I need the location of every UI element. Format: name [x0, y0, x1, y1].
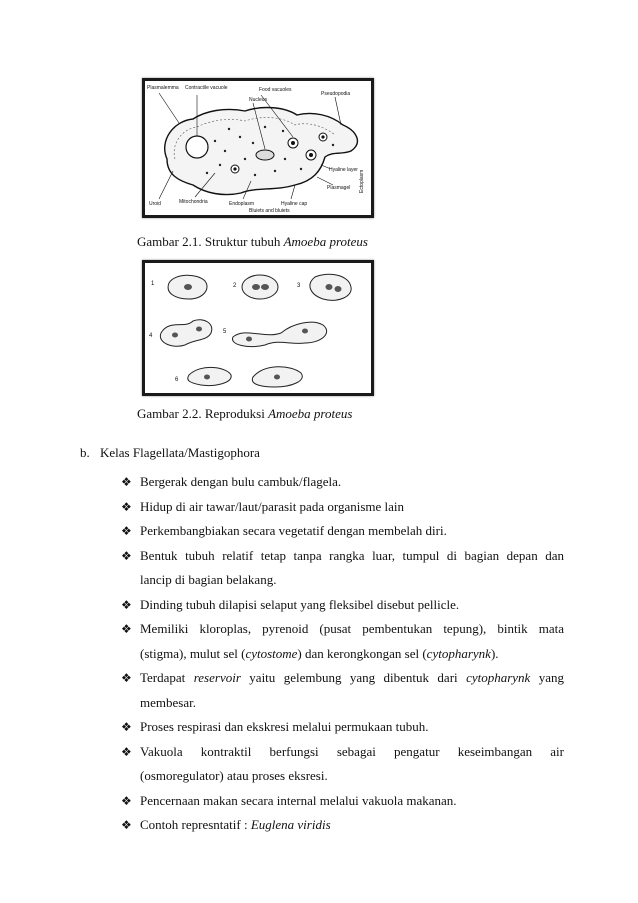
label-mitochondria: Mitochondria [179, 199, 208, 205]
stage-number-1: 1 [151, 281, 155, 287]
stage-number-2: 2 [233, 283, 237, 289]
label-bluiets: Bluiets and bluiets [249, 208, 290, 214]
list-item: ❖ Dinding tubuh dilapisi selaput yang fleksibel disebut pellicle. [121, 593, 564, 618]
figure1-caption: Gambar 2.1. Struktur tubuh Amoeba proteus [137, 234, 368, 249]
label-hyaline-layer: Hyaline layer [329, 167, 358, 173]
list-item: ❖ Vakuola kontraktil berfungsi sebagai pengatur keseimbangan air (osmoregulator) atau proses eksresi. [121, 740, 564, 789]
stage-number-5: 5 [223, 329, 227, 335]
diamond-bullet-icon: ❖ [121, 793, 132, 808]
diamond-bullet-icon: ❖ [121, 671, 132, 685]
section-title: Kelas Flagellata/Mastigophora [100, 445, 260, 460]
list-item: ❖ Contoh represntatif : Euglena viridis [121, 813, 564, 838]
stage-number-3: 3 [297, 283, 301, 289]
list-item: ❖ Proses respirasi dan ekskresi melalui permukaan tubuh. [121, 715, 564, 740]
label-endoplasm: Endoplasm [229, 201, 255, 207]
label-ectoplasm: Ectoplasm [359, 169, 365, 193]
section-letter: b. [80, 445, 90, 460]
list-item: ❖ Terdapat reservoir yaitu gelembung yang dibentuk dari cytopharynk yang membesar. [121, 666, 564, 715]
list-item: ❖ Bergerak dengan bulu cambuk/flagela. [121, 470, 564, 495]
label-hyaline-cap: Hyaline cap [281, 201, 308, 207]
label-food-vacuoles: Food vacuoles [259, 87, 292, 93]
figure2-caption-species: Amoeba proteus [268, 406, 353, 421]
list-item: ❖ Perkembangbiakan secara vegetatif dengan membelah diri. [121, 519, 564, 544]
label-uroid: Uroid [149, 201, 161, 207]
section-heading [80, 444, 260, 462]
list-item: ❖ Bentuk tubuh relatif tetap tanpa rangka luar, tumpul di bagian depan dan lancip di bagian belakang. [121, 544, 564, 593]
stage-number-4: 4 [149, 333, 153, 339]
diamond-bullet-icon: ❖ [121, 524, 132, 538]
list-item: ❖ Hidup di air tawar/laut/parasit pada organisme lain [121, 495, 564, 520]
label-plasmalemma: Plasmalemma [147, 85, 179, 91]
stage-number-6: 6 [175, 377, 179, 383]
diamond-bullet-icon: ❖ [121, 720, 132, 734]
diamond-bullet-icon: ❖ [121, 818, 132, 832]
amoeba-structure-drawing [145, 81, 371, 215]
diamond-bullet-icon: ❖ [121, 548, 132, 563]
diamond-bullet-icon: ❖ [121, 475, 132, 489]
label-plasmagel: Plasmagel [327, 185, 351, 191]
flagellata-characteristics-list [121, 470, 564, 838]
diamond-bullet-icon: ❖ [121, 499, 132, 514]
figure-amoeba-structure [142, 78, 374, 218]
list-item: ❖ Pencernaan makan secara internal melalui vakuola makanan. [121, 789, 564, 814]
figure2-caption: Gambar 2.2. Reproduksi Amoeba proteus [137, 406, 353, 421]
amoeba-reproduction-drawing [145, 263, 371, 393]
list-item: ❖ Memiliki kloroplas, pyrenoid (pusat pembentukan tepung), bintik mata (stigma), mulut sel (cytostome) dan kerongkongan sel (cytopharynk). [121, 617, 564, 666]
figure-amoeba-reproduction [142, 260, 374, 396]
figure1-caption-species: Amoeba proteus [283, 234, 368, 249]
diamond-bullet-icon: ❖ [121, 744, 132, 759]
label-nucleus: Nucleus [249, 97, 268, 103]
diamond-bullet-icon: ❖ [121, 622, 132, 636]
label-pseudopodia: Pseudopodia [321, 91, 351, 97]
diamond-bullet-icon: ❖ [121, 597, 132, 612]
label-contractile-vacuole: Contractile vacuole [185, 85, 228, 91]
